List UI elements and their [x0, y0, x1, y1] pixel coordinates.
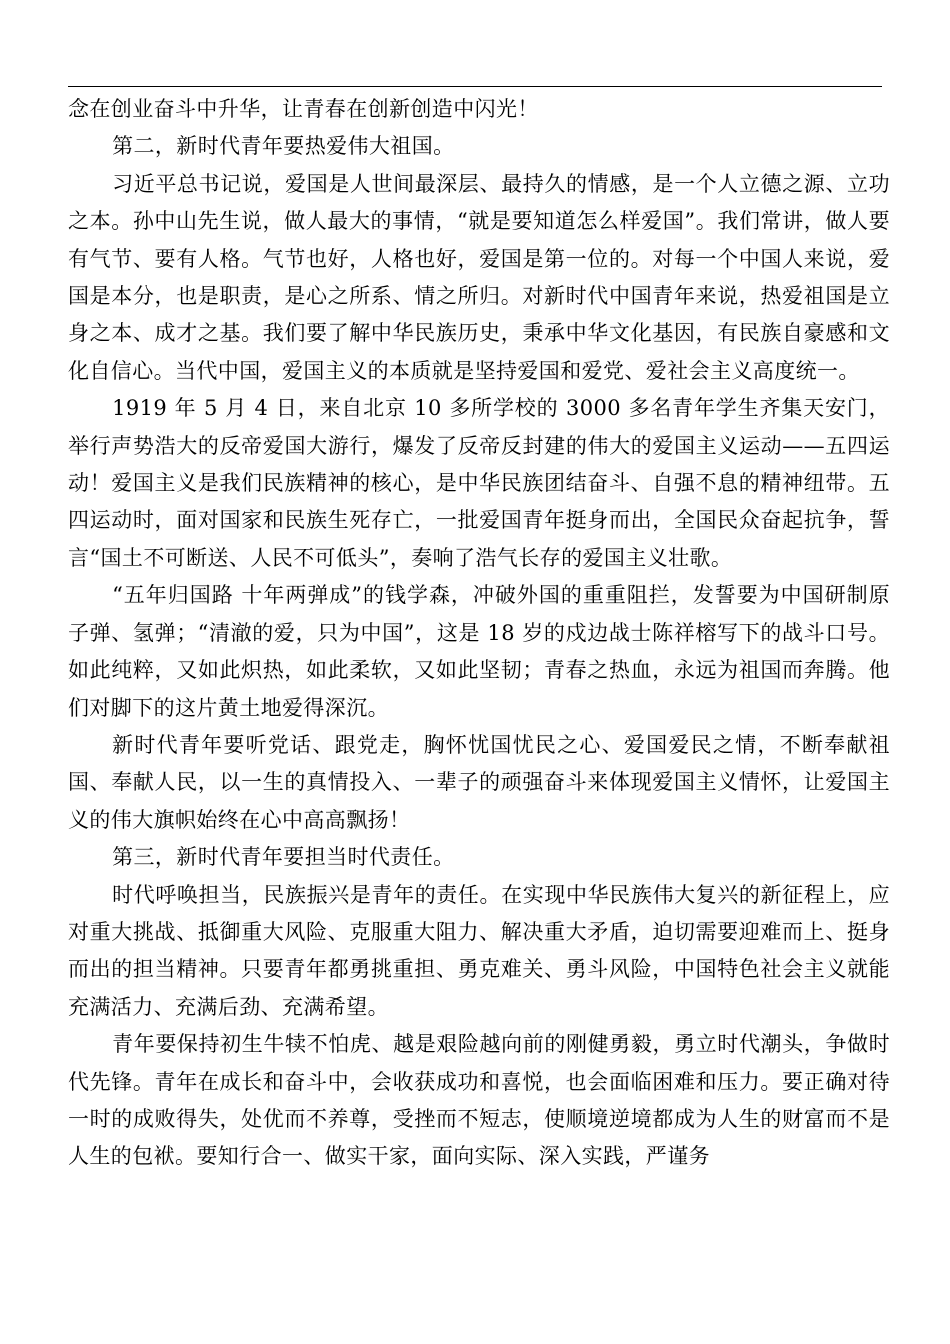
paragraph: “五年归国路 十年两弹成”的钱学森，冲破外国的重重阻拦，发誓要为中国研制原子弹、氢弹；“清澈的爱，只为中国”，这是 18 岁的戍边战士陈祥榕写下的战斗口号。如此纯粹，又如此炽热，如此柔软，又如此坚韧；青春之热血，永远为祖国而奔腾。他们对脚下的这片黄土地爱得深沉。 — [68, 583, 890, 720]
paragraph: 1919 年 5 月 4 日，来自北京 10 多所学校的 3000 多名青年学生齐集天安门，举行声势浩大的反帝爱国大游行，爆发了反帝反封建的伟大的爱国主义运动——五四运动！爱国主义是我们民族精神的核心，是中华民族团结奋斗、自强不息的精神纽带。五四运动时，面对国家和民族生死存亡，一批爱国青年挺身而出，全国民众奋起抗争，誓言“国土不可断送、人民不可低头”，奏响了浩气长存的爱国主义壮歌。 — [68, 396, 890, 570]
paragraph: 新时代青年要听党话、跟党走，胸怀忧国忧民之心、爱国爱民之情，不断奉献祖国、奉献人民，以一生的真情投入、一辈子的顽强奋斗来体现爱国主义情怀，让爱国主义的伟大旗帜始终在心中高高飘扬！ — [68, 732, 890, 832]
paragraph: 习近平总书记说，爱国是人世间最深层、最持久的情感，是一个人立德之源、立功之本。孙中山先生说，做人最大的事情，“就是要知道怎么样爱国”。我们常讲，做人要有气节、要有人格。气节也好，人格也好，爱国是第一位的。对每一个中国人来说，爱国是本分，也是职责，是心之所系、情之所归。对新时代中国青年来说，热爱祖国是立身之本、成才之基。我们要了解中华民族历史，秉承中华文化基因，有民族自豪感和文化自信心。当代中国，爱国主义的本质就是坚持爱国和爱党、爱社会主义高度统一。 — [68, 171, 890, 383]
paragraph: 青年要保持初生牛犊不怕虎、越是艰险越向前的刚健勇毅，勇立时代潮头，争做时代先锋。青年在成长和奋斗中，会收获成功和喜悦，也会面临困难和压力。要正确对待一时的成败得失，处优而不养尊，受挫而不短志，使顺境逆境都成为人生的财富而不是人生的包袱。要知行合一、做实干家，面向实际、深入实践，严谨务 — [68, 1032, 890, 1169]
paragraph: 第二，新时代青年要热爱伟大祖国。 — [112, 134, 455, 159]
paragraph: 时代呼唤担当，民族振兴是青年的责任。在实现中华民族伟大复兴的新征程上，应对重大挑战、抵御重大风险、克服重大阻力、解决重大矛盾，迫切需要迎难而上、挺身而出的担当精神。只要青年都勇挑重担、勇克难关、勇斗风险，中国特色社会主义就能充满活力、充满后劲、充满希望。 — [68, 882, 890, 1019]
paragraph: 念在创业奋斗中升华，让青春在创新创造中闪光！ — [68, 97, 539, 121]
document-body — [68, 91, 890, 1176]
header-rule — [68, 86, 882, 87]
paragraph: 第三，新时代青年要担当时代责任。 — [112, 845, 455, 870]
